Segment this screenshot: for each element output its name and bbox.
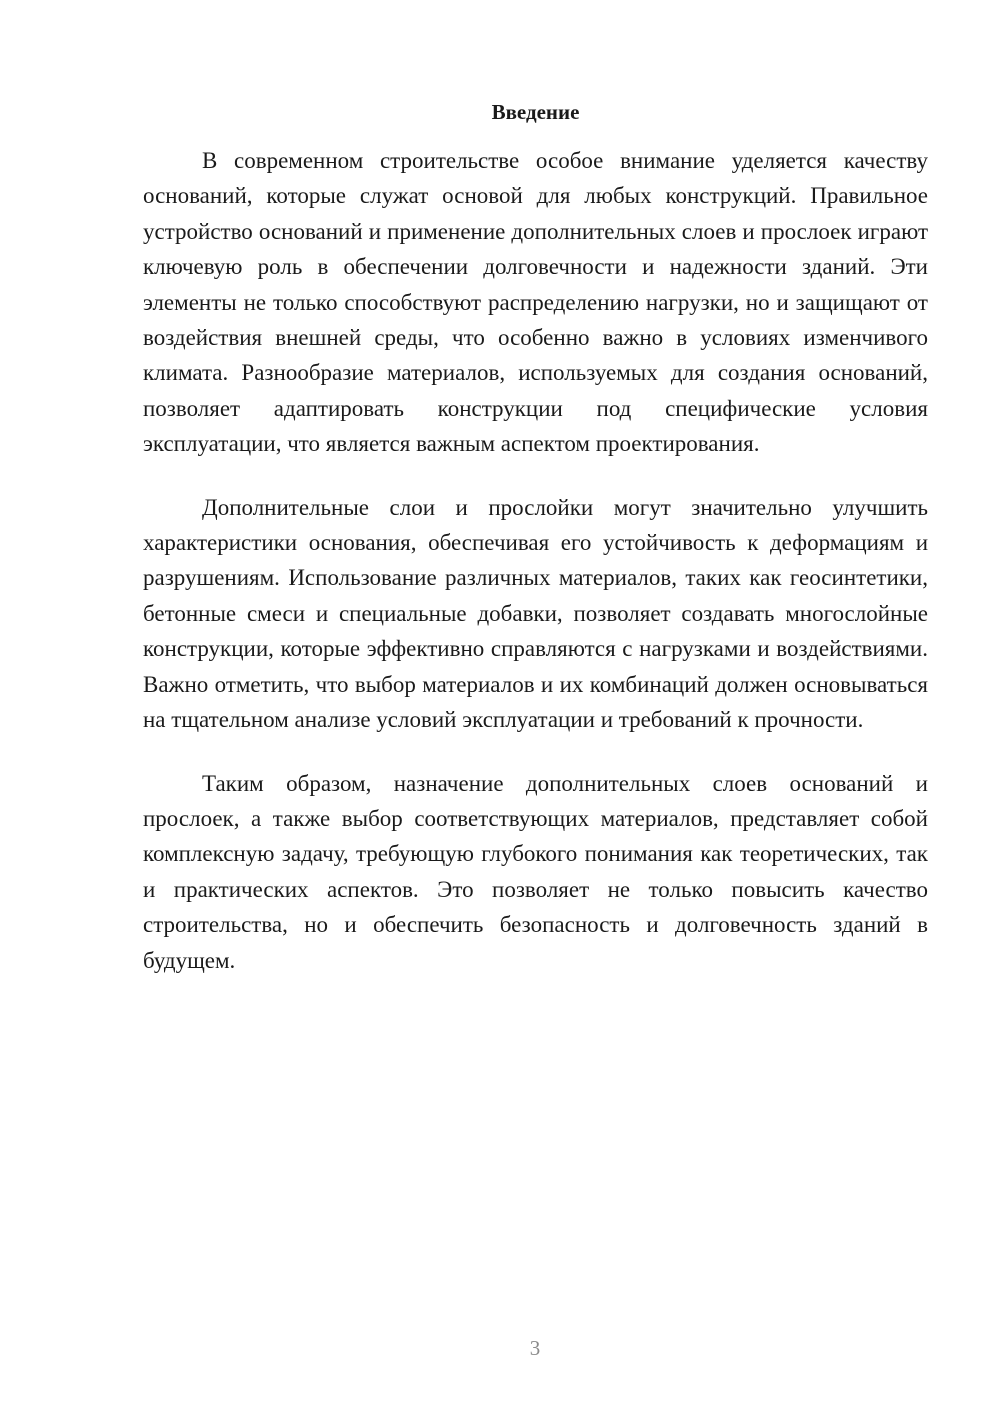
- paragraph-1: В современном строительстве особое внимание уделяется качеству оснований, которые служат основой для любых конструкций. Правильное устройство оснований и применение дополнительных слоев и прослоек играют ключевую роль в обеспечении долговечности и надежности зданий. Эти элементы не только способствуют распределению нагрузки, но и защищают от воздействия внешней среды, что особенно важно в условиях изменчивого климата. Разнообразие материалов, используемых для создания оснований, позволяет адаптировать конструкции под специфические условия эксплуатации, что является важным аспектом проектирования.: [143, 148, 928, 457]
- document-body: [143, 143, 928, 1006]
- paragraph-3: Таким образом, назначение дополнительных слоев оснований и прослоек, а также выбор соответствующих материалов, представляет собой комплексную задачу, требующую глубокого понимания как теоретических, так и практических аспектов. Это позволяет не только повысить качество строительства, но и обеспечить безопасность и долговечность зданий в будущем.: [143, 770, 928, 973]
- page-number: 3: [529, 1336, 541, 1360]
- page-title: Введение: [491, 100, 580, 124]
- paragraph-2: Дополнительные слои и прослойки могут значительно улучшить характеристики основания, обеспечивая его устойчивость к деформациям и разрушениям. Использование различных материалов, таких как геосинтетики, бетонные смеси и специальные добавки, позволяет создавать многослойные конструкции, которые эффективно справляются с нагрузками и воздействиями. Важно отметить, что выбор материалов и их комбинаций должен основываться на тщательном анализе условий эксплуатации и требований к прочности.: [143, 494, 928, 733]
